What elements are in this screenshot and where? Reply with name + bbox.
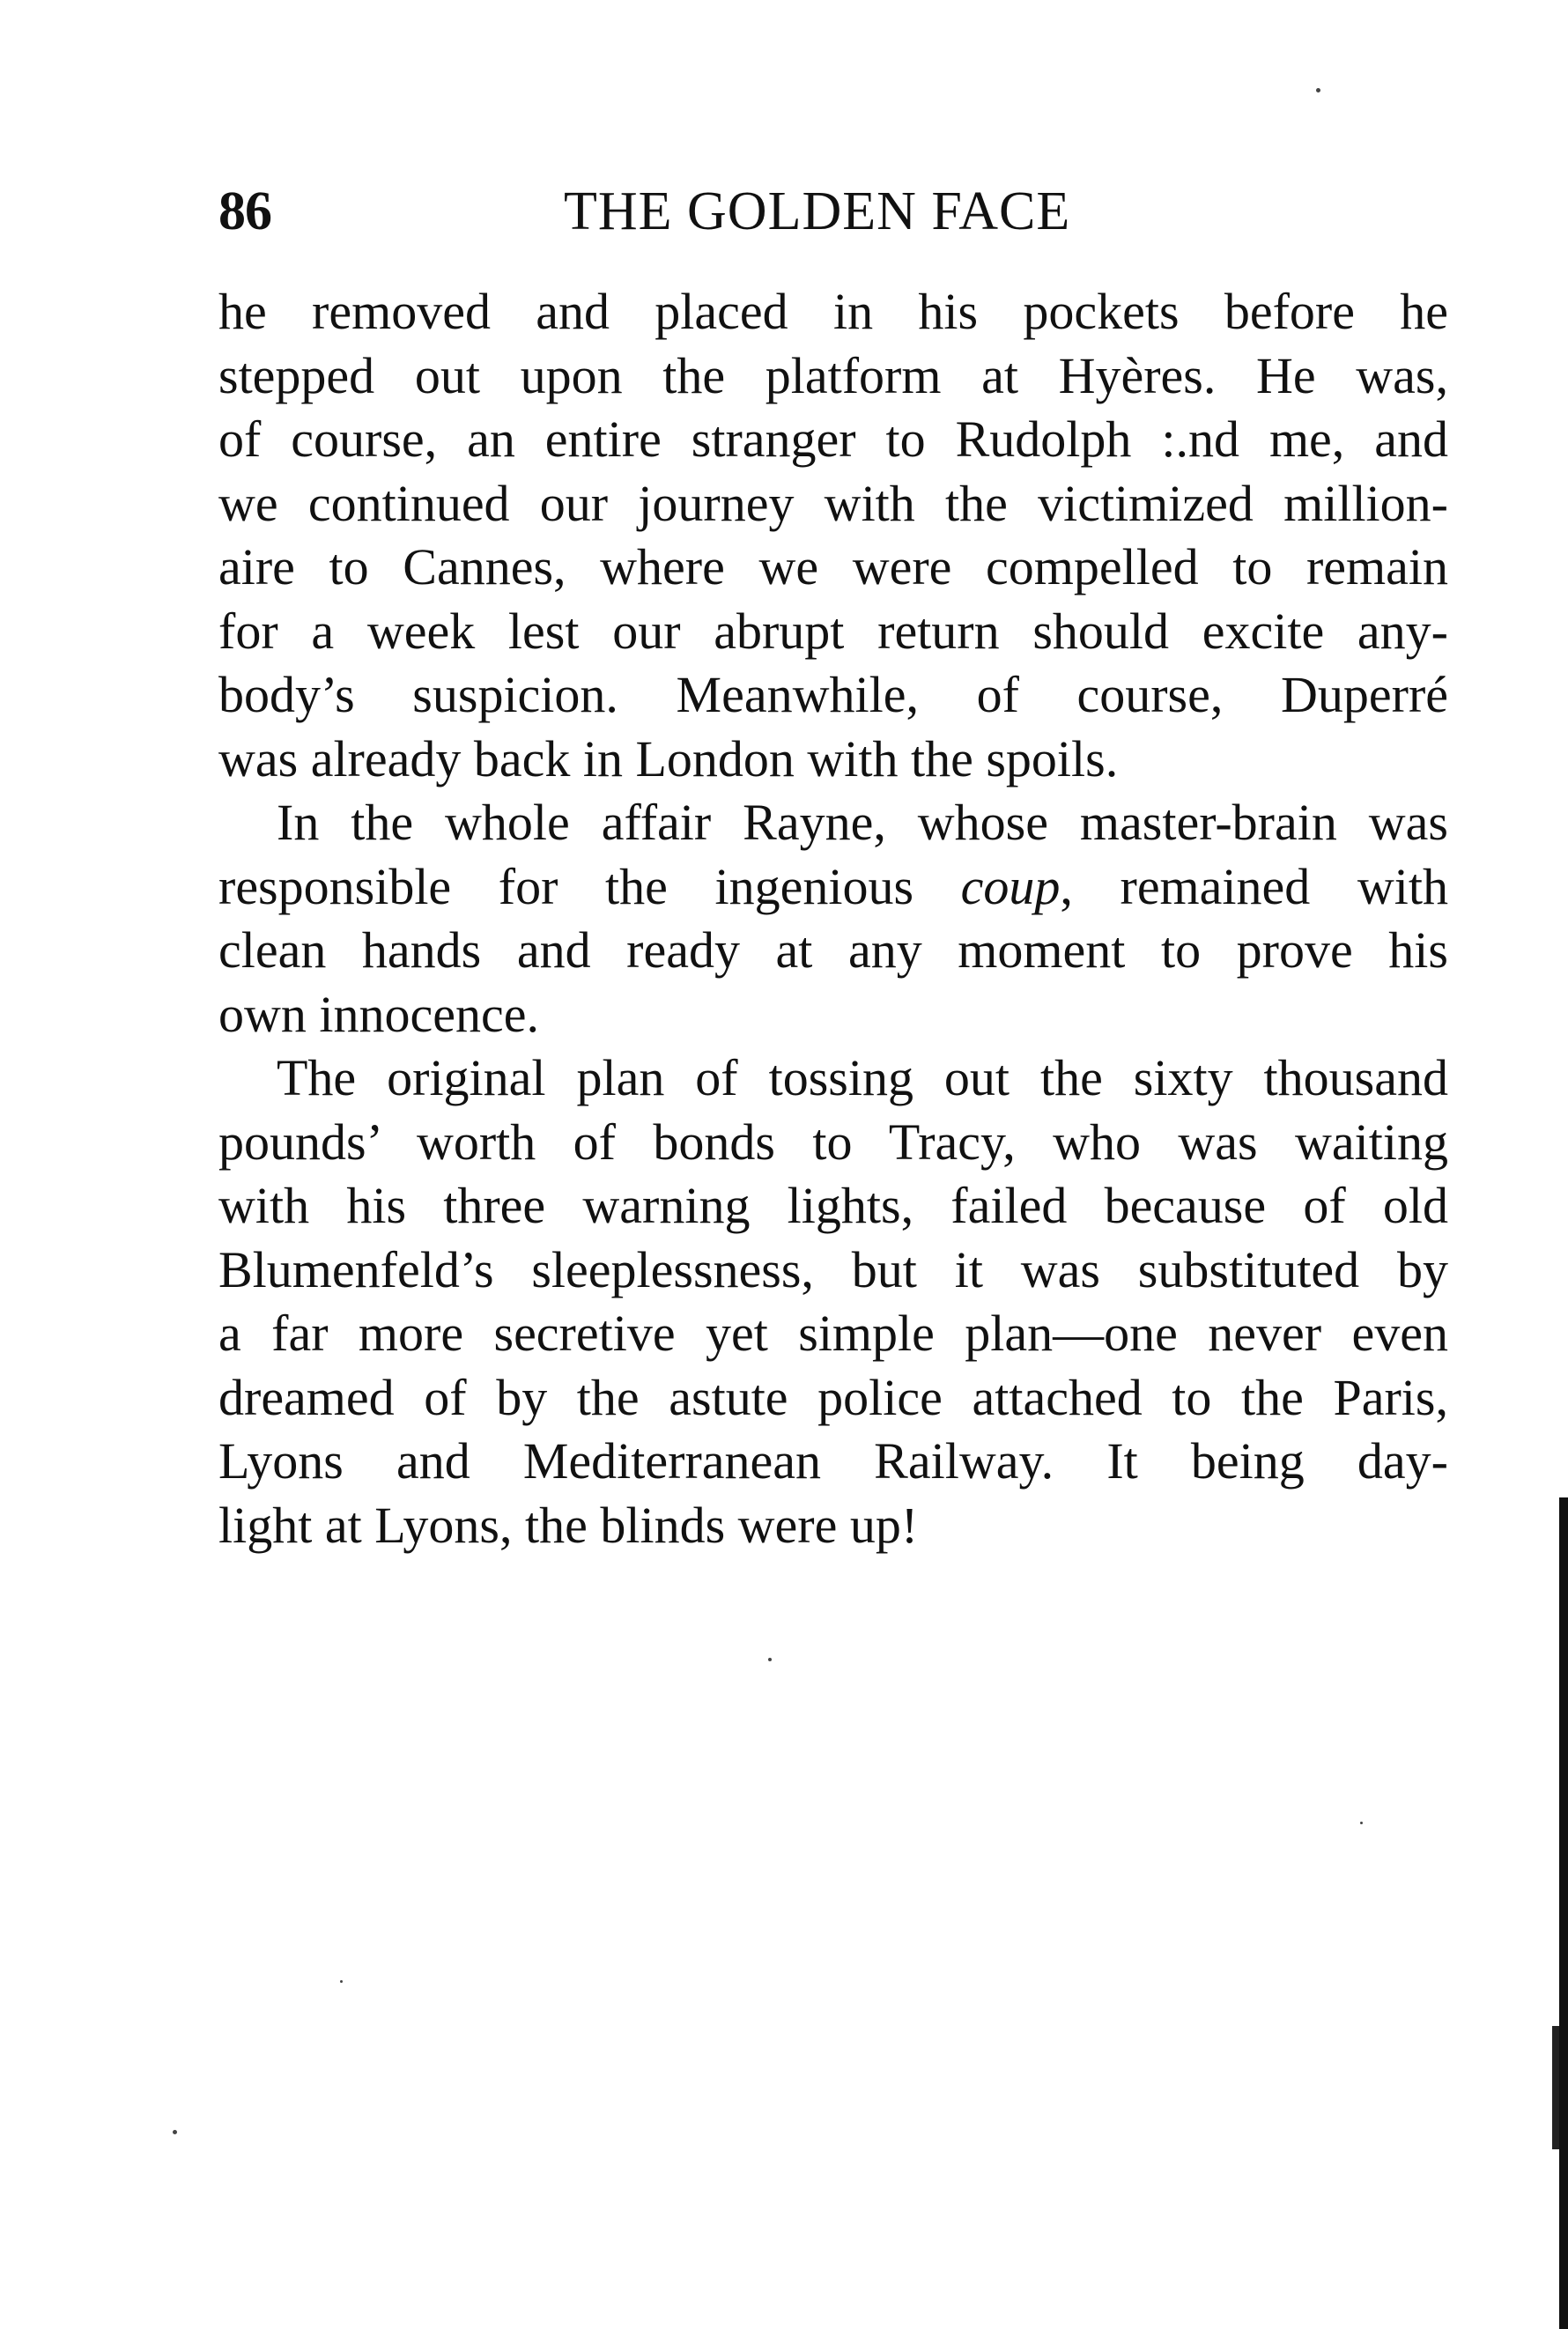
text-line: own innocence. (218, 985, 539, 1043)
paragraph-2 (218, 791, 1448, 1046)
scan-speck (1316, 88, 1320, 92)
scan-speck (768, 1658, 772, 1661)
text-line (218, 855, 1448, 920)
text-line: was already back in London with the spoils. (218, 729, 1119, 787)
scan-speck (340, 1980, 343, 1983)
scan-speck (173, 2130, 177, 2134)
text-line: body’s suspicion. Meanwhile, of course, Duperré (218, 666, 1448, 723)
paragraph-1 (218, 280, 1448, 791)
text-line: In the whole affair Rayne, whose master-brain was (277, 794, 1448, 851)
italic-word: coup (960, 857, 1061, 915)
text-line: he removed and placed in his pockets before he (218, 283, 1448, 340)
paragraph-3 (218, 1046, 1448, 1557)
text-block (218, 280, 1448, 1557)
text-line: stepped out upon the platform at Hyères. He was, (218, 346, 1448, 404)
text-line: we continued our journey with the victimized million- (218, 474, 1448, 532)
text-line: dreamed of by the astute police attached to the Paris, (218, 1368, 1448, 1426)
text-fragment: , remained with (1060, 857, 1448, 915)
text-line: Blumenfeld’s sleeplessness, but it was substituted by (218, 1240, 1448, 1298)
text-line: Lyons and Mediterranean Railway. It being day- (218, 1432, 1448, 1490)
running-head (218, 176, 1448, 247)
text-line: light at Lyons, the blinds were up! (218, 1496, 919, 1554)
scanned-page-edge-shadow (1552, 2026, 1559, 2149)
text-line: of course, an entire stranger to Rudolph :.nd me, and (218, 410, 1448, 468)
text-line: a far more secretive yet simple plan—one never even (218, 1305, 1448, 1362)
text-line: with his three warning lights, failed because of old (218, 1177, 1448, 1234)
text-line: pounds’ worth of bonds to Tracy, who was waiting (218, 1113, 1448, 1171)
page-number: 86 (218, 181, 271, 241)
text-fragment: responsible for the ingenious (218, 857, 961, 915)
text-line: The original plan of tossing out the sixty thousand (277, 1049, 1448, 1106)
text-line: aire to Cannes, where we were compelled to remain (218, 538, 1448, 595)
scanned-page-edge (1559, 1497, 1568, 2329)
text-line: clean hands and ready at any moment to prove his (218, 921, 1448, 979)
text-line: for a week lest our abrupt return should excite any- (218, 602, 1448, 660)
book-title: THE GOLDEN FACE (564, 181, 1071, 241)
scan-speck (1360, 1822, 1363, 1824)
